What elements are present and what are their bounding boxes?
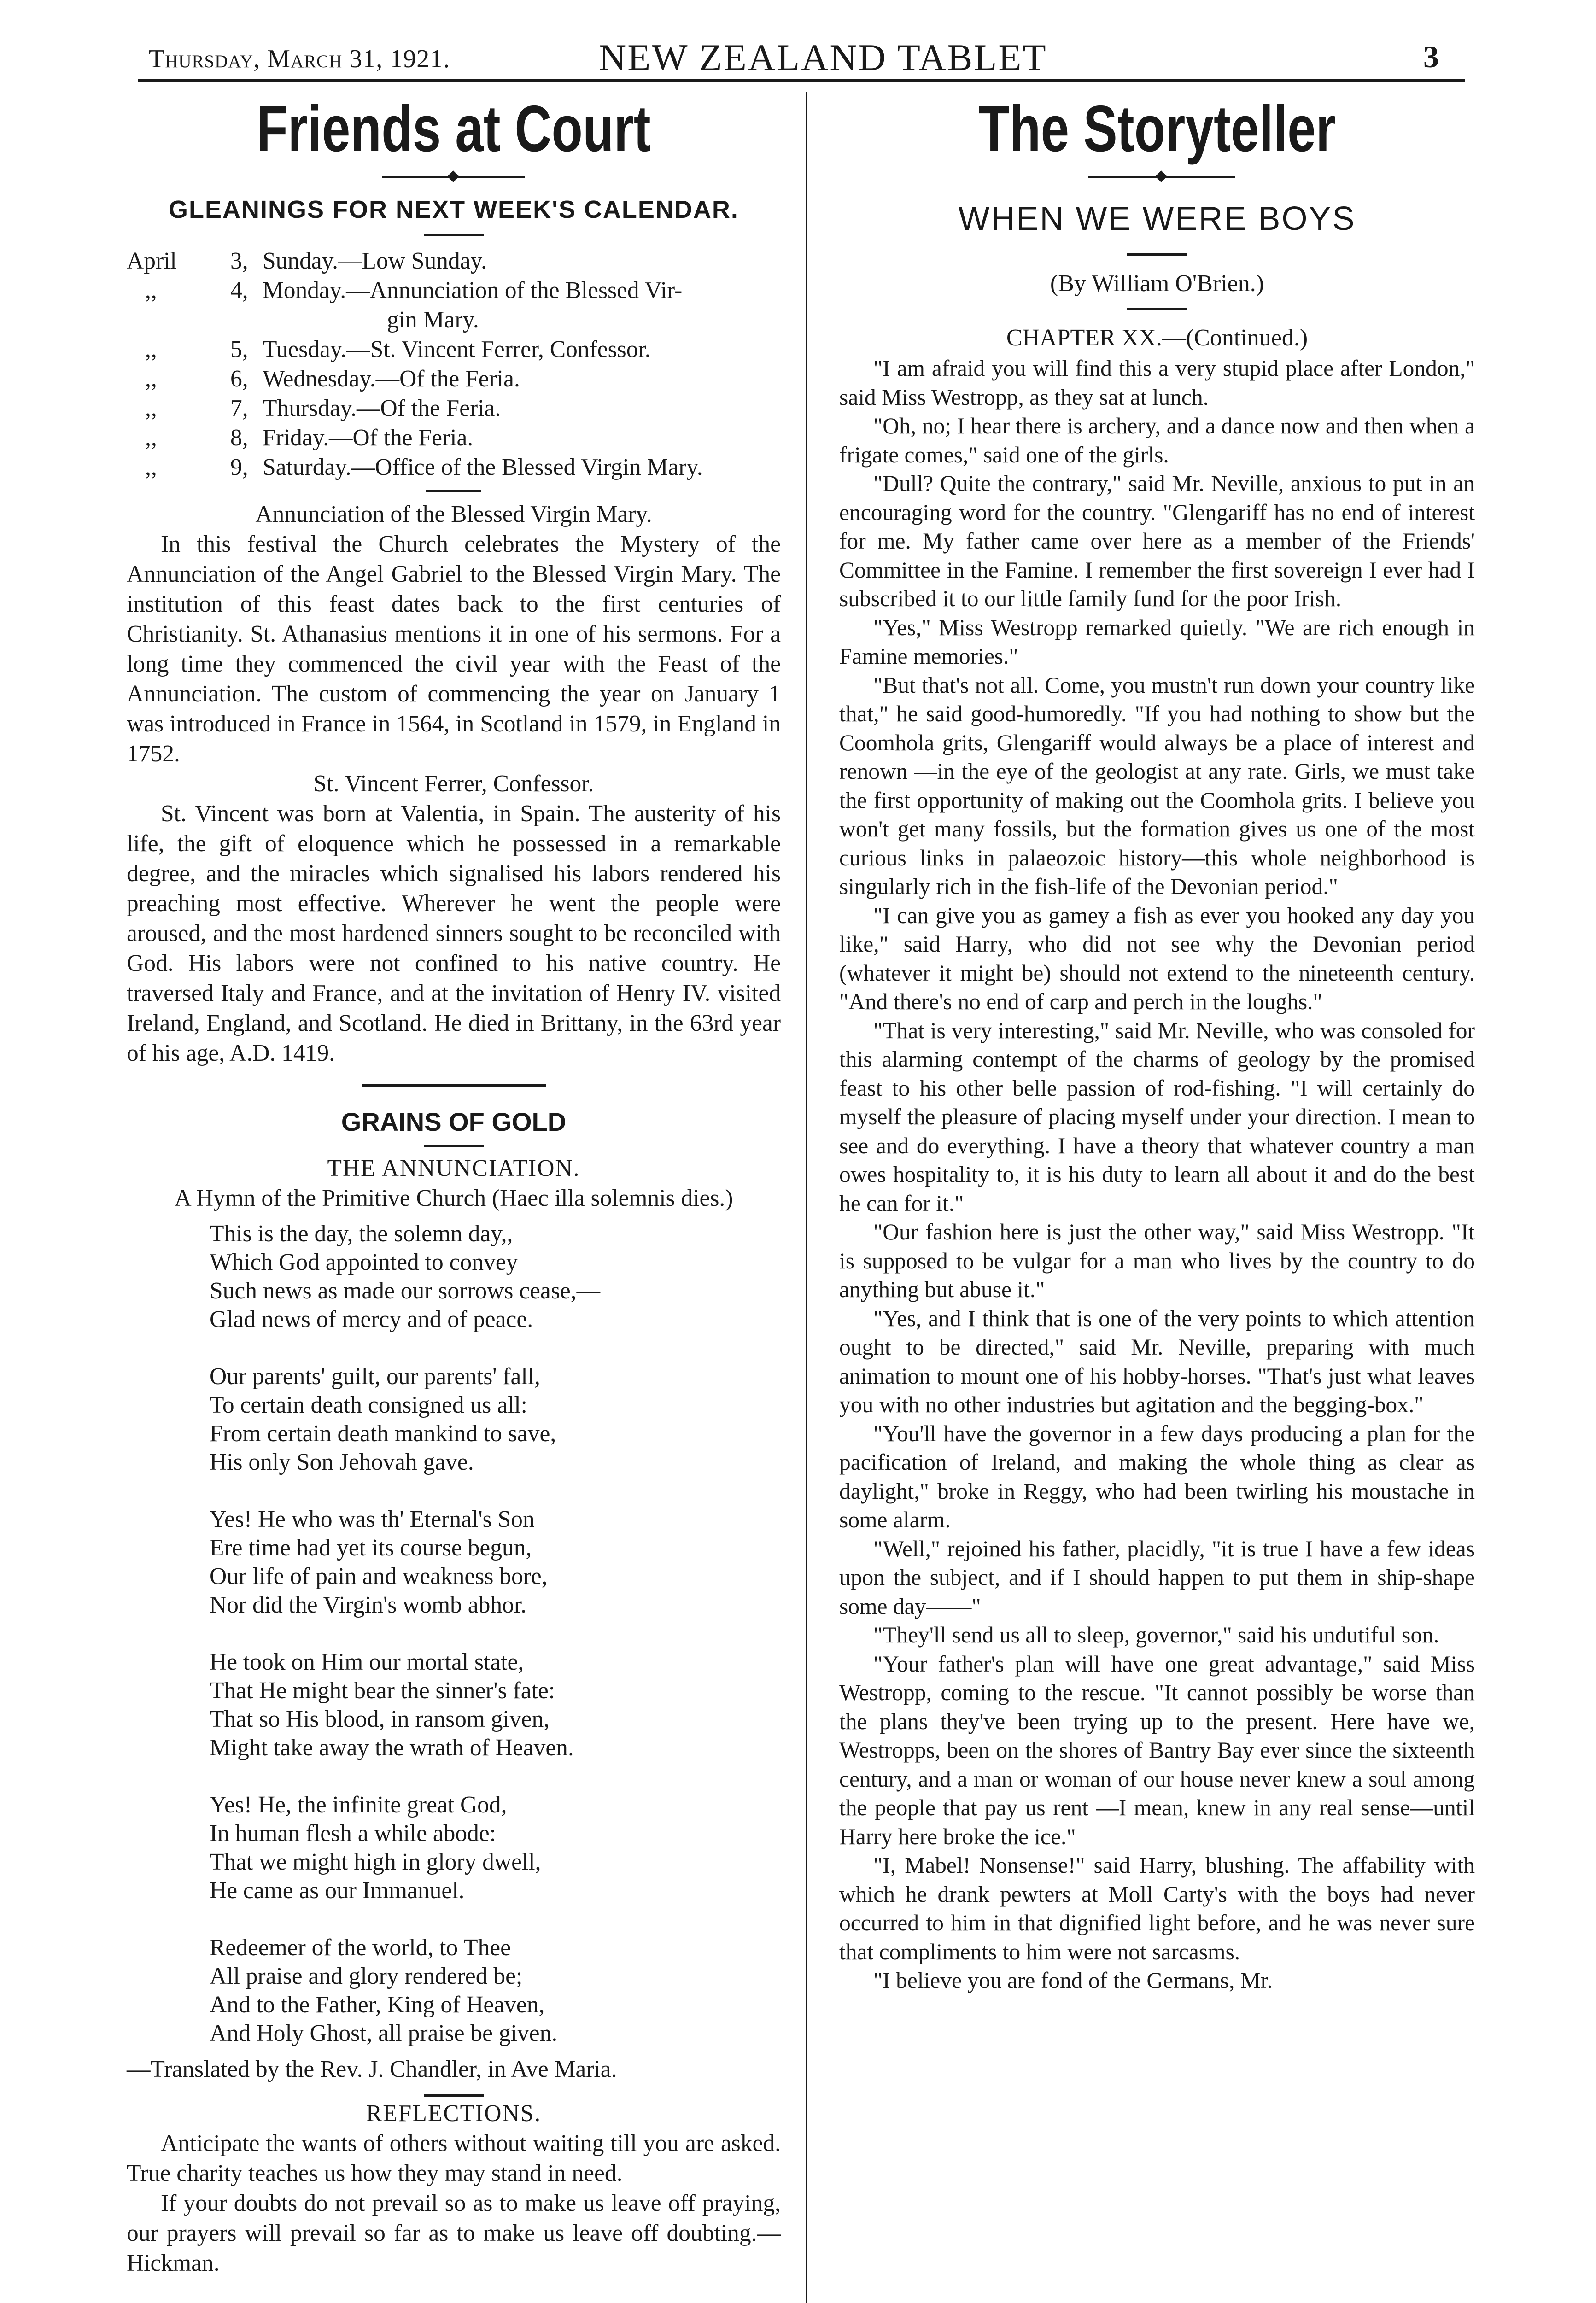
hymn-poem — [127, 1220, 781, 2048]
story-title: WHEN WE WERE BOYS — [958, 200, 1356, 237]
publication-title: NEW ZEALAND TABLET — [599, 36, 1047, 78]
paragraph-st-vincent: St. Vincent was born at Valentia, in Spain. The austerity of his life, the gift of eloquence which he possessed in a remarkable degree, and the miracles which signalised his labors rendered his preaching most effective. Wherever he went the people were aroused, and the most hardened sinners sought to be reconciled with God. His labors were not confined to his native country. He traversed Italy and France, and at the invitation of Henry IV. visited Ireland, England, and Scotland. He died in Brittany, in the 63rd year of his age, A.D. 1419. — [127, 801, 781, 1066]
poem-line: To certain death consigned us all: — [210, 1392, 527, 1418]
hymn-subtitle: A Hymn of the Primitive Church (Haec illa solemnis dies.) — [174, 1185, 733, 1211]
calendar-item-month: ,, — [145, 425, 157, 451]
page-number: 3 — [1423, 39, 1439, 74]
story-paragraph: "Yes," Miss Westropp remarked quietly. "We are rich enough in Famine memories." — [839, 614, 1475, 669]
poem-line: In human flesh a while abode: — [210, 1820, 497, 1847]
right-column — [839, 92, 1475, 1995]
poem-line: Yes! He, the infinite great God, — [210, 1792, 507, 1818]
poem-line: All praise and glory rendered be; — [210, 1963, 523, 1989]
poem-line: This is the day, the solemn day,, — [210, 1221, 513, 1247]
poem-line: That He might bear the sinner's fate: — [210, 1678, 555, 1704]
poem-line: That we might high in glory dwell, — [210, 1849, 541, 1875]
poem-line: And Holy Ghost, all praise be given. — [210, 2020, 558, 2046]
poem-stanza — [210, 1648, 781, 1762]
poem-line: Ere time had yet its course begun, — [210, 1535, 532, 1561]
hymn-title: THE ANNUNCIATION. — [327, 1155, 580, 1181]
story-paragraph: "I can give you as gamey a fish as ever you hooked any day you like," said Harry, who did not see why the Devonian period (whatever it might be) should not extend to the nineteenth century. "And there's no end of carp and perch in the loughs." — [839, 902, 1475, 1014]
calendar-item-text: Wednesday.—Of the Feria. — [263, 366, 520, 392]
reflection-1: Anticipate the wants of others without waiting till you are asked. True charity teaches us how they may stand in need. — [127, 2130, 781, 2186]
calendar-item-day: 9, — [230, 454, 248, 480]
poem-line: Might take away the wrath of Heaven. — [210, 1735, 574, 1761]
story-paragraph: "Yes, and I think that is one of the very points to which attention ought to be directed," said Mr. Neville, preparing with much animation to mount one of his hobby-horses. "That's just what leaves you with no other industries but agitation and the begging-box." — [839, 1305, 1475, 1417]
calendar-item-text: Friday.—Of the Feria. — [263, 425, 474, 451]
poem-stanza — [210, 1934, 781, 2048]
story-paragraph: "Well," rejoined his father, placidly, "it is true I have a few ideas upon the subject, and if I should happen to put them in ship-shape some day——" — [839, 1536, 1475, 1619]
calendar-item-day: 5, — [230, 336, 248, 362]
subheading-annunciation: Annunciation of the Blessed Virgin Mary. — [255, 501, 652, 527]
column-divider — [806, 92, 807, 2303]
poem-stanza — [210, 1362, 781, 1477]
poem-line: And to the Father, King of Heaven, — [210, 1992, 545, 2018]
poem-line: He came as our Immanuel. — [210, 1877, 465, 1904]
poem-line: Which God appointed to convey — [210, 1249, 518, 1275]
calendar-item — [127, 305, 781, 335]
calendar-item-text: Tuesday.—St. Vincent Ferrer, Confessor. — [263, 336, 651, 362]
story-paragraph: "I am afraid you will find this a very stupid place after London," said Miss Westropp, as they sat at lunch. — [839, 356, 1475, 410]
calendar-item-day: 7, — [230, 395, 248, 421]
story-paragraph: "I believe you are fond of the Germans, Mr. — [873, 1968, 1273, 1993]
calendar-item-month: ,, — [145, 395, 157, 421]
poem-line: His only Son Jehovah gave. — [210, 1449, 474, 1475]
calendar-item-text: Thursday.—Of the Feria. — [263, 395, 501, 421]
poem-line: Redeemer of the world, to Thee — [210, 1935, 511, 1961]
paragraph-annunciation: In this festival the Church celebrates the Mystery of the Annunciation of the Angel Gabriel to the Blessed Virgin Mary. The institution of this feast dates back to the first centuries of Christianity. St. Athanasius mentions it in one of his sermons. For a long time they commenced the civil year with the Feast of the Annunciation. The custom of commencing the year on January 1 was introduced in France in 1564, in Scotland in 1579, in England in 1752. — [127, 531, 781, 767]
calendar-item-day: 4, — [230, 277, 248, 304]
reflection-2: If your doubts do not prevail so as to make us leave off praying, our prayers will prevail so far as to make us leave off doubting.—Hickman. — [127, 2190, 781, 2276]
calendar-item-month: ,, — [145, 366, 157, 392]
calendar-list — [127, 246, 781, 482]
storyteller-ornament — [839, 166, 1475, 189]
calendar-item-text: Monday.—Annunciation of the Blessed Vir- — [263, 277, 683, 304]
grains-of-gold-heading: GRAINS OF GOLD — [341, 1107, 567, 1136]
translation-credit: —Translated by the Rev. J. Chandler, in Ave Maria. — [127, 2056, 617, 2082]
calendar-item — [127, 453, 781, 482]
story-paragraph: "That is very interesting," said Mr. Neville, who was consoled for this alarming contempt of the charms of geology by the promised feast to his other belle passion of rod-fishing. "I will certainly do myself the pleasure of placing myself under your direction. I mean to see and do everything. I have a theory that whatever country a man owes hospitality to, it is his duty to learn all about it and do the best he can for it." — [839, 1017, 1475, 1216]
chapter-heading: CHAPTER XX.—(Continued.) — [1006, 324, 1308, 351]
heading-rule — [424, 234, 484, 236]
calendar-item — [127, 335, 781, 364]
story-paragraph: "I, Mabel! Nonsense!" said Harry, blushing. The affability with which he drank pewters at Moll Carty's with the boys had never occurred to him in that dignified light before, and he was never sure that compliments to him were not sarcasms. — [839, 1853, 1475, 1964]
reflections-rule-top — [424, 2094, 484, 2097]
poem-line: From certain death mankind to save, — [210, 1420, 556, 1447]
story-paragraph: "Our fashion here is just the other way," said Miss Westropp. "It is supposed to be vulgar for a man who lives by the country to do anything but abuse it." — [839, 1219, 1475, 1302]
calendar-item-month: ,, — [145, 454, 157, 480]
story-paragraph: "Oh, no; I hear there is archery, and a dance now and then when a frigate comes," said one of the girls. — [839, 413, 1475, 468]
poem-line: Nor did the Virgin's womb abhor. — [210, 1592, 527, 1618]
calendar-item — [127, 364, 781, 394]
subheading-st-vincent: St. Vincent Ferrer, Confessor. — [313, 771, 594, 797]
poem-line: Yes! He who was th' Eternal's Son — [210, 1506, 535, 1532]
poem-stanza — [210, 1505, 781, 1619]
poem-line: He took on Him our mortal state, — [210, 1649, 524, 1675]
calendar-item-day: 3, — [230, 248, 248, 274]
calendar-item-month: ,, — [145, 336, 157, 362]
poem-line: Our life of pain and weakness bore, — [210, 1563, 548, 1590]
calendar-item-day: 6, — [230, 366, 248, 392]
calendar-item-text: Sunday.—Low Sunday. — [263, 248, 487, 274]
calendar-item — [127, 276, 781, 305]
header-rule — [138, 79, 1465, 82]
byline: (By William O'Brien.) — [1050, 270, 1264, 297]
calendar-item — [127, 394, 781, 423]
header-date: Thursday, March 31, 1921. — [149, 45, 450, 73]
calendar-item — [127, 246, 781, 276]
byline-rule — [1127, 308, 1187, 310]
section-title-storyteller: The Storyteller — [978, 92, 1336, 165]
calendar-item-text: Saturday.—Office of the Blessed Virgin Mary. — [263, 454, 703, 480]
calendar-item-month: April — [127, 248, 177, 274]
calendar-item-text: gin Mary. — [387, 307, 479, 333]
calendar-heading: GLEANINGS FOR NEXT WEEK'S CALENDAR. — [169, 196, 739, 223]
poem-stanza — [210, 1220, 781, 1334]
poem-line: Our parents' guilt, our parents' fall, — [210, 1363, 540, 1390]
poem-stanza — [210, 1791, 781, 1905]
story-rule — [1127, 253, 1187, 256]
poem-line: Such news as made our sorrows cease,— — [210, 1278, 601, 1304]
section-rule — [362, 1084, 546, 1087]
story-paragraph: "Your father's plan will have one great advantage," said Miss Westropp, coming to the rescue. "It cannot possibly be worse than the plans they've been trying up to the present. Here have we, Westropps, been on the shores of Bantry Bay ever since the sixteenth century, and a man or woman of our house never knew a soul among the people that pay us rent —I mean, knew in any real sense—until Harry here broke the ice." — [839, 1651, 1475, 1849]
poem-line: That so His blood, in ransom given, — [210, 1706, 550, 1732]
story-paragraph: "They'll send us all to sleep, governor," said his undutiful son. — [873, 1622, 1439, 1648]
left-column — [127, 92, 781, 2278]
story-paragraph: "You'll have the governor in a few days producing a plan for the pacification of Ireland, and making the whole thing as clear as daylight," broke in Reggy, who had been twirling his moustache in some alarm. — [839, 1420, 1475, 1532]
story-paragraph: "But that's not all. Come, you mustn't run down your country like that," he said good-humoredly. "If you had nothing to show but the Coomhola grits, Glengariff would always be a place of interest and renown —in the eye of the geologist at any rate. Girls, we must take the first opportunity of making out the Coomhola grits. I believe you won't get many fossils, but the formation gives us one of the most curious links in palaeozoic history—this whole neighborhood is singularly rich in the fish-life of the Devonian period." — [839, 672, 1475, 899]
calendar-item-month: ,, — [145, 277, 157, 304]
grains-rule — [424, 1145, 484, 1147]
poem-line: Glad news of mercy and of peace. — [210, 1306, 533, 1333]
calendar-item-day: 8, — [230, 425, 248, 451]
calendar-item — [127, 423, 781, 453]
story-paragraph: "Dull? Quite the contrary," said Mr. Neville, anxious to put in an encouraging word for the country. "Glengariff has no end of interest for me. My father came over here as a member of the Friends' Committee in the Famine. I remember the first sovereign I ever had I subscribed it to our little family fund for the poor Irish. — [839, 471, 1475, 611]
calendar-rule — [426, 490, 481, 492]
section-title-friends-at-court: Friends at Court — [257, 92, 651, 165]
reflections-heading: REFLECTIONS. — [366, 2100, 542, 2127]
story-text — [839, 354, 1475, 1995]
title-ornament — [127, 166, 781, 189]
